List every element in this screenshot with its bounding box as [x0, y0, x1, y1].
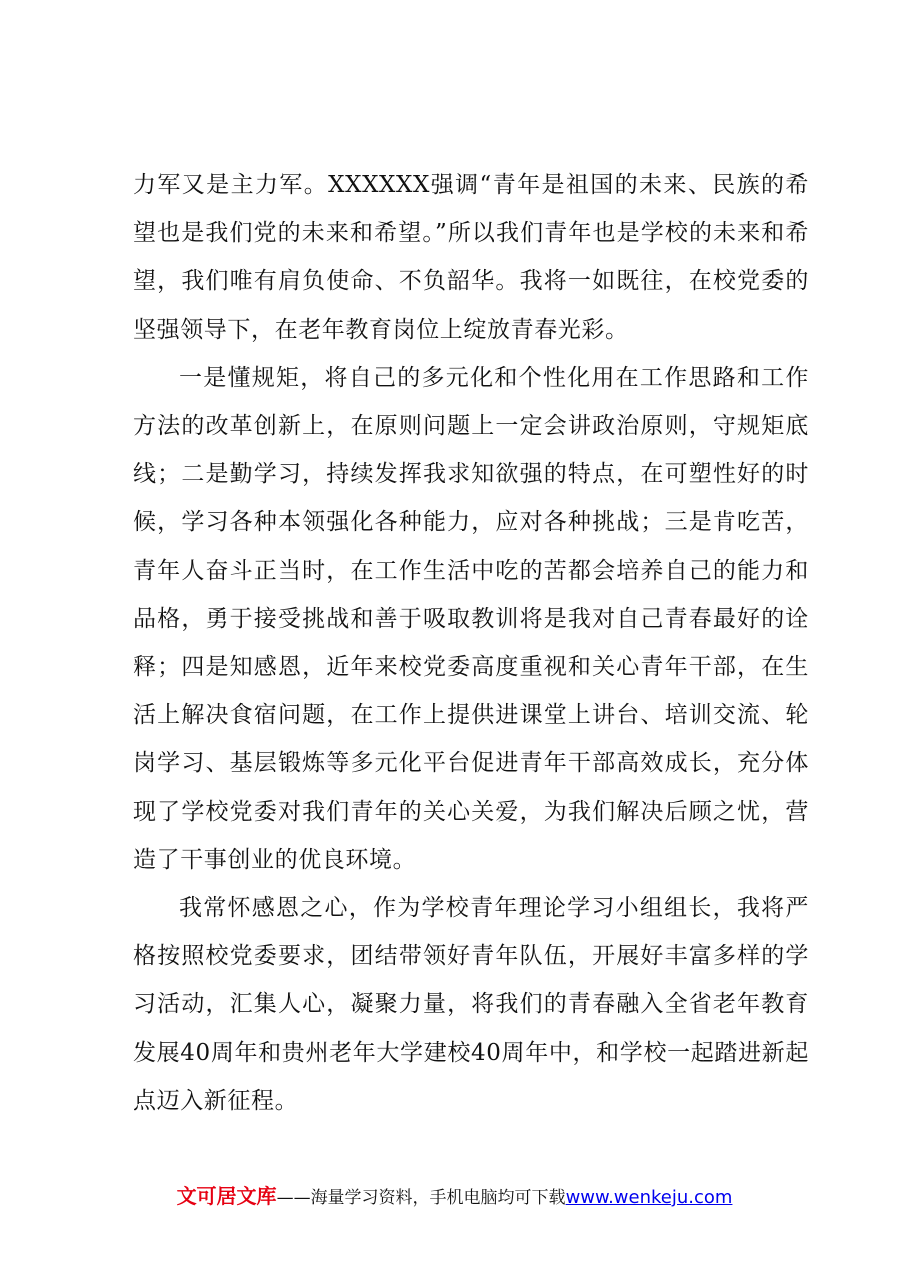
website-link[interactable]: www.wenkeju.com [565, 1187, 733, 1208]
paragraph-3: 我常怀感恩之心，作为学校青年理论学习小组组长，我将严格按照校党委要求，团结带领好青年队伍，开展好丰富多样的学习活动，汇集人心，凝聚力量，将我们的青春融入全省老年教育发展40周年和贵州老年大学建校40周年中，和学校一起踏进新起点迈入新征程。 [133, 895, 809, 1114]
watermark-footer [0, 1183, 909, 1211]
footer-tagline: ——海量学习资料，手机电脑均可下载 [276, 1188, 566, 1208]
paragraph-2: 一是懂规矩，将自己的多元化和个性化用在工作思路和工作方法的改革创新上，在原则问题上一定会讲政治原则，守规矩底线；二是勤学习，持续发挥我求知欲强的特点，在可塑性好的时候，学习各种本领强化各种能力，应对各种挑战；三是肯吃苦，青年人奋斗正当时，在工作生活中吃的苦都会培养自己的能力和品格，勇于接受挑战和善于吸取教训将是我对自己青春最好的诠释；四是知感恩，近年来校党委高度重视和关心青年干部，在生活上解决食宿问题，在工作上提供进课堂上讲台、培训交流、轮岗学习、基层锻炼等多元化平台促进青年干部高效成长，充分体现了学校党委对我们青年的关心关爱，为我们解决后顾之忧，营造了干事创业的优良环境。 [133, 364, 809, 873]
paragraph-1: 力军又是主力军。XXXXXX强调“青年是祖国的未来、民族的希望也是我们党的未来和希望。”所以我们青年也是学校的未来和希望，我们唯有肩负使命、不负韶华。我将一如既往，在校党委的坚强领导下，在老年教育岗位上绽放青春光彩。 [133, 172, 809, 343]
brand-name: 文可居文库 [176, 1184, 277, 1208]
document-body [133, 161, 809, 1125]
